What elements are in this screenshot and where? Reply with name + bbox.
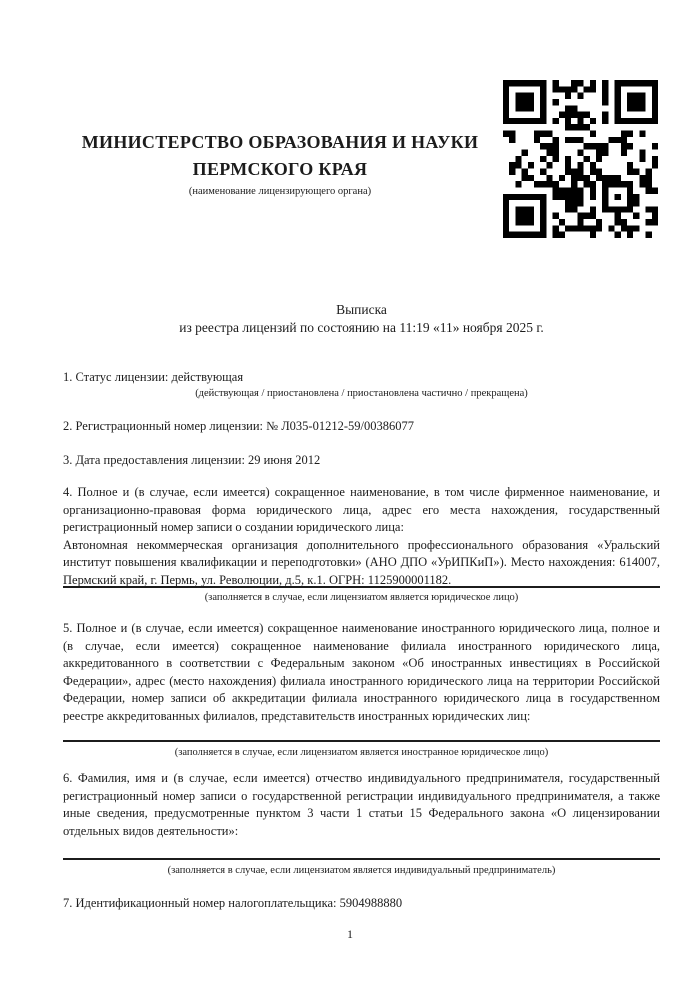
document-title — [63, 301, 660, 336]
licensing-authority-caption: (наименование лицензирующего органа) — [188, 186, 372, 197]
individual-entrepreneur-caption: (заполняется в случае, если лицензиатом является индивидуальный предприниматель) — [167, 865, 556, 876]
document-title-line2: из реестра лицензий по состоянию на 11:19 «11» ноября 2025 г. — [179, 319, 544, 335]
individual-entrepreneur-section — [63, 770, 660, 840]
individual-entrepreneur-divider — [63, 858, 660, 860]
license-status-line: 1. Статус лицензии: действующая — [63, 370, 244, 384]
legal-entity-caption: (заполняется в случае, если лицензиатом является юридическое лицо) — [204, 592, 519, 603]
taxpayer-id-line: 7. Идентификационный номер налогоплательщика: 5904988880 — [63, 896, 403, 910]
grant-date-line: 3. Дата предоставления лицензии: 29 июня 2012 — [63, 453, 321, 467]
license-status-options-caption: (действующая / приостановлена / приостановлена частично / прекращена) — [195, 388, 528, 399]
foreign-entity-caption: (заполняется в случае, если лицензиатом является иностранное юридическое лицо) — [174, 747, 549, 758]
foreign-entity-prompt: 5. Полное и (в случае, если имеется) сокращенное наименование иностранного юридического лица, полное и (в случае, если имеется) сокращенное наименование филиала иностранного юридического лица, аккредитованного в соответствии с Федеральным законом «Об иностранных инвестициях в Российской Федерации», адрес (место нахождения) филиала иностранного юридического лица на территории Российской Федерации, номер записи об аккредитации филиала иностранного юридического лица в государственном реестре аккредитованных филиалов, представительств иностранных юридических лиц: — [63, 621, 660, 723]
legal-entity-divider — [63, 586, 660, 588]
individual-entrepreneur-prompt: 6. Фамилия, имя и (в случае, если имеется) отчество индивидуального предпринимателя, государственный регистрационный номер записи о государственной регистрации индивидуального предпринимателя, а также иные сведения, предусмотренные пунктом 3 части 1 статьи 15 Федерального закона «О лицензировании отдельных видов деятельности»: — [63, 771, 660, 838]
foreign-entity-divider — [63, 740, 660, 742]
registration-number-line: 2. Регистрационный номер лицензии: № Л035-01212-59/00386077 — [63, 419, 414, 433]
foreign-entity-section — [63, 620, 660, 725]
qr-code-image — [503, 80, 658, 238]
legal-entity-value: Автономная некоммерческая организация дополнительного профессионального образования «Уральский институт повышения квалификации и переподготовки» (АНО ДПО «УрИПКиП»). Место нахождения: 614007, Пермский край, г. Пермь, ул. Революции, д.5, к.1. ОГРН: 1125900001182. — [63, 537, 660, 587]
qr-code-icon — [503, 80, 658, 238]
ministry-name-line1: МИНИСТЕРСТВО ОБРАЗОВАНИЯ И НАУКИ — [81, 132, 479, 152]
legal-entity-section — [63, 484, 660, 589]
document-title-line1: Выписка — [336, 302, 387, 317]
ministry-header — [63, 129, 497, 199]
page-number: 1 — [347, 927, 353, 941]
ministry-name-line2: ПЕРМСКОГО КРАЯ — [192, 159, 368, 179]
legal-entity-prompt: 4. Полное и (в случае, если имеется) сокращенное наименование, в том числе фирменное наименование, и организационно-правовая форма юридического лица, адрес его места нахождения, государственный регистрационный номер записи о создании юридического лица: — [63, 485, 660, 534]
